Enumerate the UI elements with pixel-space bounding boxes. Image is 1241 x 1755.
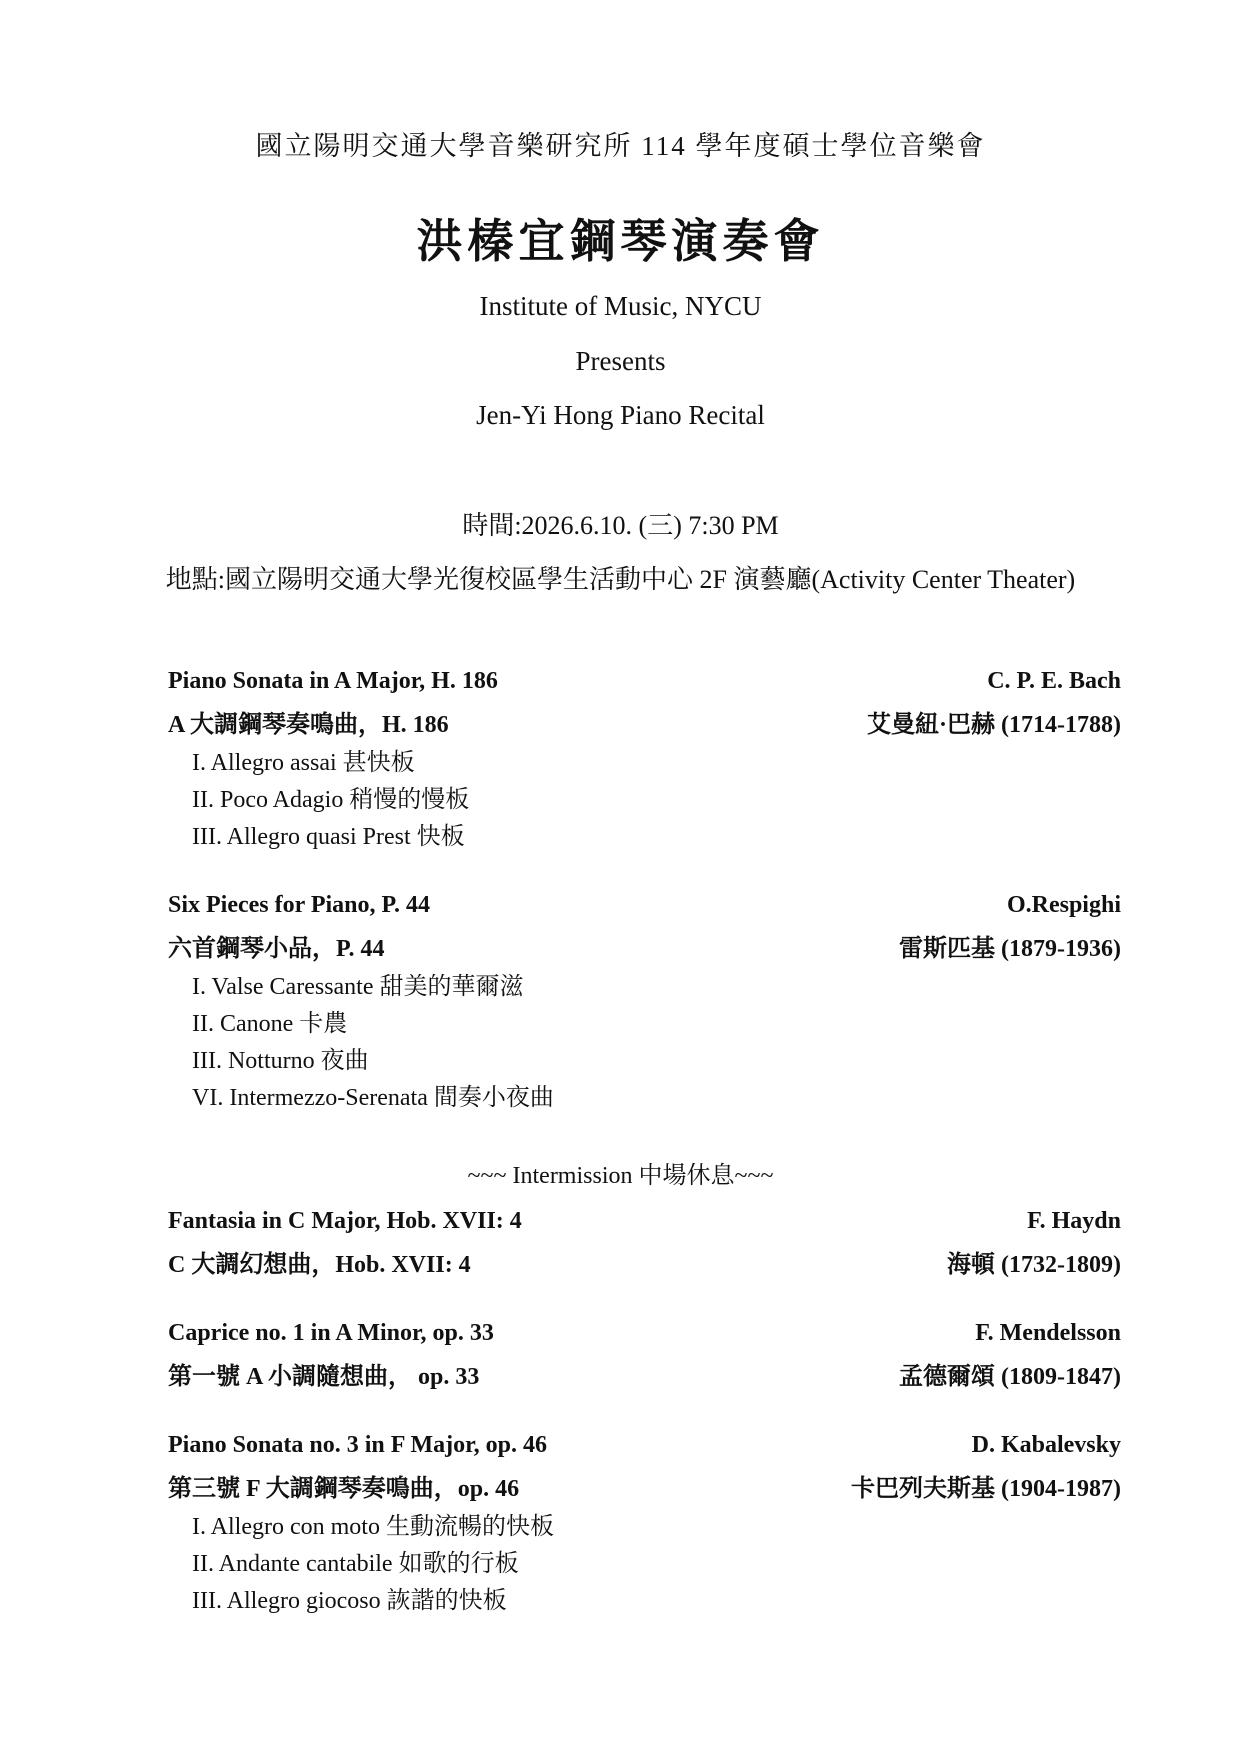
piece-title-row-zh: [168, 1244, 1121, 1280]
program-piece: [168, 668, 1121, 853]
movement-list: [168, 966, 1121, 1114]
movement-item: III. Allegro giocoso 詼諧的快板: [192, 1588, 507, 1614]
movement-list: [168, 1506, 1121, 1617]
piece-title-row-zh: [168, 928, 1121, 964]
piece-title-en: Six Pieces for Piano, P. 44: [168, 892, 430, 918]
composer-name-en: O.Respighi: [1006, 892, 1121, 918]
piece-title-en: Fantasia in C Major, Hob. XVII: 4: [168, 1208, 522, 1234]
piece-title-row: [168, 1432, 1121, 1468]
composer-name-en: C. P. E. Bach: [987, 668, 1121, 694]
movement-item: III. Notturno 夜曲: [192, 1048, 369, 1074]
piece-title-zh: A 大調鋼琴奏鳴曲，H. 186: [168, 712, 449, 738]
composer-name-en: F. Haydn: [1027, 1208, 1121, 1234]
program-piece: [168, 892, 1121, 1114]
composer-name-zh: 海頓 (1732-1809): [947, 1252, 1121, 1278]
piece-title-en: Piano Sonata in A Major, H. 186: [168, 668, 498, 694]
program-piece: [168, 1208, 1121, 1280]
piece-title-row: [168, 1208, 1121, 1244]
movement-item: II. Poco Adagio 稍慢的慢板: [192, 787, 470, 813]
piece-title-zh: 六首鋼琴小品，P. 44: [168, 936, 385, 962]
piece-title-row-zh: [168, 1468, 1121, 1504]
composer-name-zh: 孟德爾頌 (1809-1847): [899, 1364, 1121, 1390]
movement-item: III. Allegro quasi Prest 快板: [192, 824, 465, 850]
program-piece: [168, 1320, 1121, 1392]
composer-name-zh: 卡巴列夫斯基 (1904-1987): [851, 1476, 1121, 1502]
program-piece: [168, 1432, 1121, 1617]
intermission-line: ~~~ Intermission 中場休息~~~: [467, 1163, 774, 1189]
piece-title-row: [168, 1320, 1121, 1356]
concert-time: 時間:2026.6.10. (三) 7:30 PM: [462, 511, 779, 540]
piece-title-zh: C 大調幻想曲，Hob. XVII: 4: [168, 1252, 471, 1278]
movement-item: I. Valse Caressante 甜美的華爾滋: [192, 974, 524, 1000]
piece-title-row-zh: [168, 704, 1121, 740]
concert-title: 洪榛宜鋼琴演奏會: [416, 216, 825, 267]
movement-list: [168, 742, 1121, 853]
piece-title-en: Caprice no. 1 in A Minor, op. 33: [168, 1320, 494, 1346]
composer-name-zh: 雷斯匹基 (1879-1936): [899, 936, 1121, 962]
composer-name-en: F. Mendelsson: [975, 1320, 1121, 1346]
piece-title-row: [168, 668, 1121, 704]
concert-venue: 地點:國立陽明交通大學光復校區學生活動中心 2F 演藝廳(Activity Center Theater): [165, 565, 1076, 594]
movement-item: I. Allegro con moto 生動流暢的快板: [192, 1514, 554, 1540]
concert-subtitle: 國立陽明交通大學音樂研究所 114 學年度碩士學位音樂會: [255, 131, 986, 161]
movement-item: II. Canone 卡農: [192, 1011, 348, 1037]
piece-title-zh: 第一號 A 小調隨想曲， op. 33: [168, 1364, 480, 1390]
english-line-recital: Jen-Yi Hong Piano Recital: [476, 400, 765, 430]
english-line-presents: Presents: [575, 346, 666, 376]
english-line-institute: Institute of Music, NYCU: [479, 291, 762, 321]
piece-title-en: Piano Sonata no. 3 in F Major, op. 46: [168, 1432, 547, 1458]
piece-title-row-zh: [168, 1356, 1121, 1392]
composer-name-zh: 艾曼紐·巴赫 (1714-1788): [867, 712, 1121, 738]
composer-name-en: D. Kabalevsky: [971, 1432, 1121, 1458]
movement-item: VI. Intermezzo-Serenata 間奏小夜曲: [192, 1085, 554, 1111]
piece-title-zh: 第三號 F 大調鋼琴奏鳴曲，op. 46: [168, 1476, 520, 1502]
movement-item: II. Andante cantabile 如歌的行板: [192, 1551, 519, 1577]
piece-title-row: [168, 892, 1121, 928]
movement-item: I. Allegro assai 甚快板: [192, 750, 415, 776]
